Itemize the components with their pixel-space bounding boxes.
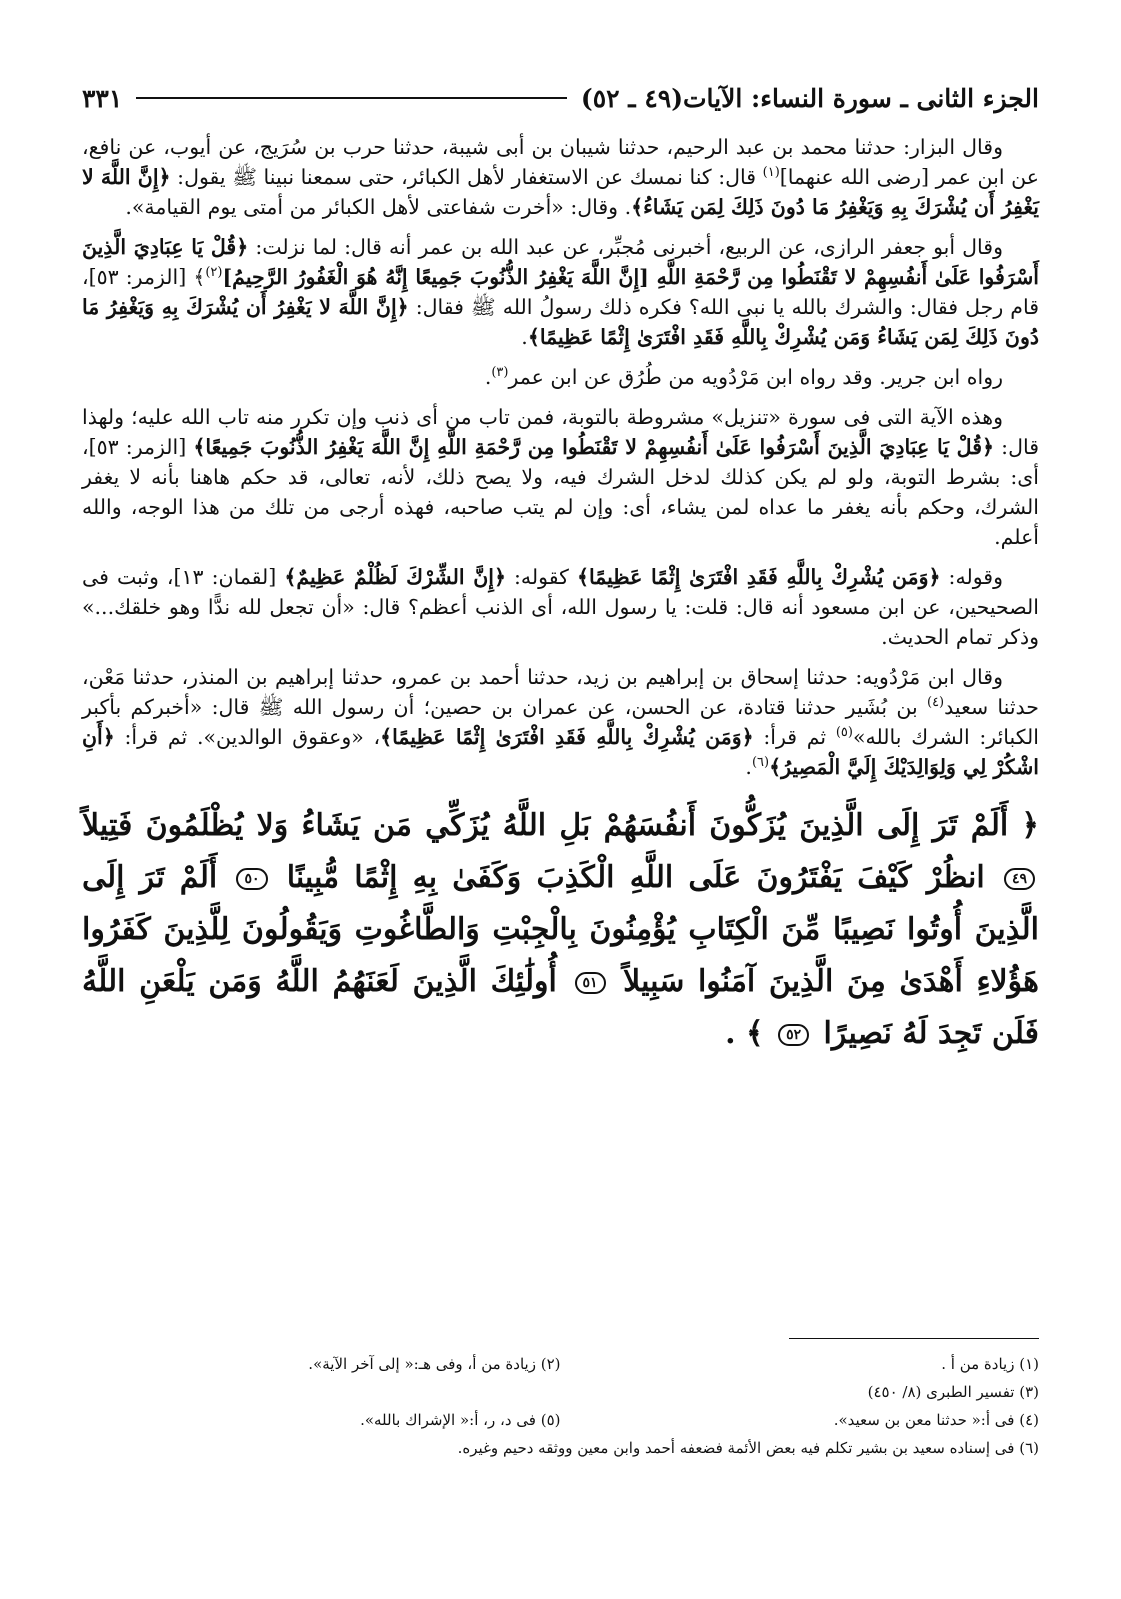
footnote-4: (٤) فى أ:« حدثنا معن بن سعيد». — [833, 1411, 1039, 1429]
paragraph-p1 — [82, 132, 1039, 222]
footnote-ref: (٥) — [835, 725, 853, 741]
text-run: وهذه الآية التى فى سورة «تنزيل» مشروطة بالتوبة، فمن تاب من أى ذنب وإن تكرر منه تاب الله عليه؛ ولهذا قال: — [82, 405, 1040, 459]
page-number: ٣٣١ — [82, 83, 123, 113]
running-header — [82, 78, 1039, 118]
verse-text: أُولَٰئِكَ الَّذِينَ لَعَنَهُمُ اللَّهُ وَمَن يَلْعَنِ اللَّهُ فَلَن تَجِدَ لَهُ نَصِيرًا — [82, 964, 1039, 1051]
text-run: . وقال: «أخرت شفاعتى لأهل الكبائر من أمتى يوم القيامة». — [125, 195, 632, 219]
text-run: ، «وعقوق الوالدين». ثم قرأ: — [114, 725, 381, 749]
verse-text: انظُرْ كَيْفَ يَفْتَرُونَ عَلَى اللَّهِ الْكَذِبَ وَكَفَىٰ بِهِ إِثْمًا مُّبِينًا — [271, 860, 985, 895]
text-run: وقال ابن مَرْدُويه: حدثنا إسحاق بن إبراهيم بن زيد، حدثنا أحمد بن عمرو، حدثنا إبراهيم بن المنذر، حدثنا مَعْن، حدثنا سعيد — [82, 665, 1039, 719]
paragraph-p4 — [82, 402, 1039, 552]
quran-quote: ﴿إِنَّ اللَّهَ لا يَغْفِرُ أَن يُشْرَكَ بِهِ وَيَغْفِرُ مَا دُونَ ذَلِكَ لِمَن يَشَاءُ وَمَن يُشْرِكْ بِاللَّهِ فَقَدِ افْتَرَىٰ إِثْمًا عَظِيمًا﴾ — [82, 295, 1039, 349]
text-run: رواه ابن جرير. وقد رواه ابن مَرْدُويه من طُرُق عن ابن عمر — [508, 365, 1003, 389]
header-rule — [136, 97, 567, 99]
footnote-3: (٣) تفسير الطبرى (٨/ ٤٥٠) — [867, 1383, 1039, 1401]
footnote-separator — [789, 1338, 1039, 1339]
text-run: بن بُشَير حدثنا قتادة، عن الحسن، عن عمران بن حصين؛ أن رسول الله ﷺ قال: «أخبركم بأكبر الكبائر: الشرك بالله» — [82, 695, 1039, 749]
commentary-body — [82, 132, 1039, 782]
footnote-ref: (١) — [762, 165, 780, 181]
paragraph-p2 — [82, 232, 1039, 352]
footnote-2: (٢) زيادة من أ، وفى هـ:« إلى آخر الآية». — [308, 1355, 561, 1373]
footnote-ref: (٦) — [751, 755, 770, 771]
quran-quote: ﴿قُلْ يَا عِبَادِيَ الَّذِينَ أَسْرَفُوا عَلَىٰ أَنفُسِهِمْ لا تَقْنَطُوا مِن رَّحْمَةِ اللَّهِ إِنَّ اللَّهَ يَغْفِرُ الذُّنُوبَ جَمِيعًا﴾ — [193, 435, 995, 459]
footnote-5: (٥) فى د، ر، أ:« الإشراك بالله». — [360, 1411, 561, 1429]
text-run: وقوله: — [940, 565, 1003, 589]
text-run: وقال البزار: حدثنا محمد بن عبد الرحيم، حدثنا شيبان بن أبى شيبة، حدثنا حرب بن سُرَيج، عن أيوب، عن نافع، عن ابن عمر [رضى الله عنهما] — [82, 135, 1039, 189]
text-run: وقال أبو جعفر الرازى، عن الربيع، أخبرنى مُجبِّر، عن عبد الله بن عمر أنه قال: لما نزلت: — [248, 235, 1003, 259]
footnote-ref: (٤) — [926, 695, 945, 711]
quran-verses-block — [82, 800, 1039, 1060]
verse-text: أَلَمْ تَرَ إِلَى الَّذِينَ أُوتُوا نَصِيبًا مِّنَ الْكِتَابِ يُؤْمِنُونَ بِالْجِبْتِ وَالطَّاغُوتِ وَيَقُولُونَ لِلَّذِينَ كَفَرُوا هَؤُلاءِ أَهْدَىٰ مِنَ الَّذِينَ آمَنُوا سَبِيلاً — [82, 860, 1039, 999]
text-run: [لقمان: ١٣]، وثبت فى الصحيحين، عن ابن مسعود أنه قال: قلت: يا رسول الله، أى الذنب أعظم؟ قال: «أن تجعل لله ندًّا وهو خلقك...» وذكر تمام الحديث. — [82, 565, 1039, 649]
quran-quote: ﴿وَمَن يُشْرِكْ بِاللَّهِ فَقَدِ افْتَرَىٰ إِثْمًا عَظِيمًا﴾ — [576, 565, 941, 589]
text-run: كقوله: — [505, 565, 577, 589]
quran-quote: ﴿قُلْ يَا عِبَادِيَ الَّذِينَ أَسْرَفُوا عَلَىٰ أَنفُسِهِمْ لا تَقْنَطُوا مِن رَّحْمَةِ اللَّهِ [إِنَّ اللَّهَ يَغْفِرُ الذُّنُوبَ جَمِيعًا إِنَّهُ هُوَ الْغَفُورُ الرَّحِيمُ] — [82, 235, 1039, 289]
quran-quote: ﴿أَنِ اشْكُرْ لِي وَلِوَالِدَيْكَ إِلَيَّ الْمَصِيرُ﴾ — [82, 725, 1039, 779]
footnote-ref: (٢) — [205, 265, 223, 281]
footnote-6: (٦) فى إسناده سعيد بن بشير تكلم فيه بعض الأئمة فضعفه أحمد وابن معين ووثقه دحيم وغيره. — [457, 1439, 1039, 1457]
verse-text: ﴾ . — [725, 1016, 764, 1051]
quran-quote: ﴿إِنَّ الشِّرْكَ لَظُلْمٌ عَظِيمٌ﴾ — [284, 565, 506, 589]
quran-quote: ﴿وَمَن يُشْرِكْ بِاللَّهِ فَقَدِ افْتَرَىٰ إِثْمًا عَظِيمًا﴾ — [380, 725, 754, 749]
footnote-1: (١) زيادة من أ . — [941, 1355, 1039, 1373]
verse-number-marker: ٤٩ — [1004, 868, 1035, 890]
paragraph-p6 — [82, 662, 1039, 782]
verse-text: ﴿ أَلَمْ تَرَ إِلَى الَّذِينَ يُزَكُّونَ أَنفُسَهُمْ بَلِ اللَّهُ يُزَكِّي مَن يَشَاءُ وَلا يُظْلَمُونَ فَتِيلاً — [82, 808, 1039, 843]
verse-number-marker: ٥٠ — [236, 868, 267, 890]
footnote-ref: (٣) — [491, 365, 509, 381]
verse-number-marker: ٥١ — [575, 972, 606, 994]
text-run: ثم قرأ: — [753, 725, 836, 749]
paragraph-p5 — [82, 562, 1039, 652]
quran-quote: ﴿إِنَّ اللَّهَ لا يَغْفِرُ أَن يُشْرَكَ بِهِ وَيَغْفِرُ مَا دُونَ ذَلِكَ لِمَن يَشَاءُ﴾ — [82, 165, 1039, 219]
paragraph-p3 — [82, 362, 1039, 392]
verse-number-marker: ٥٢ — [778, 1024, 809, 1046]
text-run: [الزمر: ٥٣]، أى: بشرط التوبة، ولو لم يكن كذلك لدخل الشرك فيه، ولا يصح ذلك، لأنه، تعالى، قد حكم هاهنا بأنه لا يغفر الشرك، وحكم بأنه يغفر ما عداه لمن يشاء، أى: وإن لم يتب صاحبه، فهذه أرجى من تلك من هذا الوجه، والله أعلم. — [82, 435, 1039, 549]
header-title: الجزء الثانى ـ سورة النساء: الآيات(٤٩ ـ ٥٢) — [580, 83, 1039, 113]
text-run: . — [521, 325, 528, 349]
text-run: قال: كنا نمسك عن الاستغفار لأهل الكبائر، حتى سمعنا نبينا ﷺ يقول: — [170, 165, 763, 189]
footnotes — [82, 1350, 1039, 1462]
text-run: ﴾ [الزمر: ٥٣]، قام رجل فقال: والشرك بالله يا نبى الله؟ فكره ذلك رسولُ الله ﷺ فقال: — [82, 265, 1039, 319]
text-run: . — [484, 365, 492, 389]
text-run: . — [745, 755, 752, 779]
